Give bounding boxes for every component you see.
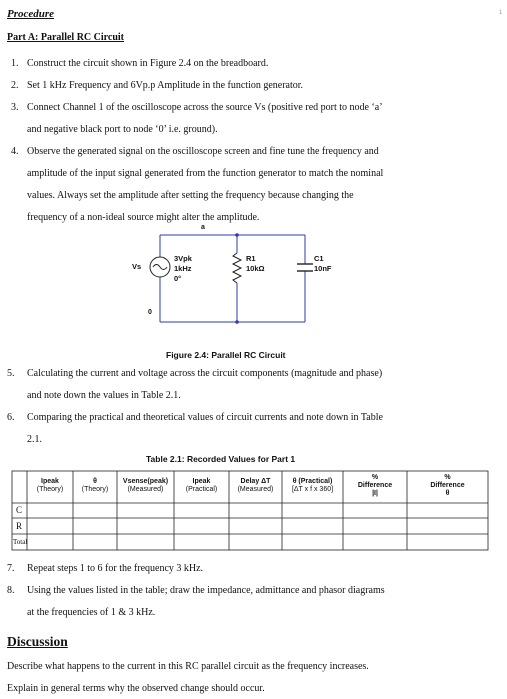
row-label-total: Total <box>13 538 28 546</box>
node-0-label: 0 <box>148 309 152 316</box>
capacitor-value: 10nF <box>314 264 332 273</box>
header-percent-diff-magnitude: % Difference |I| <box>357 474 393 497</box>
source-label: Vs <box>132 262 142 271</box>
header-vsense-measured: Vsense(peak) (Measured) <box>122 478 169 493</box>
header-delay-measured: Delay ΔT (Measured) <box>237 478 274 493</box>
header-percent-diff-phase: % Difference θ <box>430 474 465 497</box>
source-phase: 0° <box>174 274 182 283</box>
figure-caption: Figure 2.4: Parallel RC Circuit <box>166 350 286 360</box>
step-1-number: 1. <box>11 58 19 69</box>
header-ipeak-practical: Ipeak (Practical) <box>185 478 218 493</box>
discussion-line-2: Explain in general terms why the observed change should occur. <box>7 683 265 694</box>
step-3-line-2: and negative black port to node ‘0’ i.e. ground). <box>27 124 218 135</box>
step-7-number: 7. <box>7 563 15 574</box>
step-6-number: 6. <box>7 412 15 423</box>
margin-mark: 1 <box>499 10 503 16</box>
step-2-number: 2. <box>11 80 19 91</box>
step-1-text: Construct the circuit shown in Figure 2.4 on the breadboard. <box>27 58 269 69</box>
step-4-line-4: frequency of a non-ideal source might alter the amplitude. <box>27 212 260 223</box>
row-label-r: R <box>16 521 23 531</box>
step-8-line-1: Using the values listed in the table; draw the impedance, admittance and phasor diagrams <box>27 585 385 596</box>
step-8-number: 8. <box>7 585 15 596</box>
step-4-number: 4. <box>11 146 19 157</box>
step-2-text: Set 1 kHz Frequency and 6Vp.p Amplitude in the function generator. <box>27 80 304 91</box>
discussion-line-1: Describe what happens to the current in this RC parallel circuit as the frequency increases. <box>7 661 369 672</box>
capacitor-name: C1 <box>314 254 324 263</box>
table-caption: Table 2.1: Recorded Values for Part 1 <box>146 454 296 464</box>
row-label-c: C <box>16 505 23 515</box>
step-6-line-2: 2.1. <box>27 434 42 445</box>
source-frequency: 1kHz <box>174 264 192 273</box>
discussion-heading: Discussion <box>7 634 68 649</box>
header-theta-theory: θ (Theory) <box>81 478 109 493</box>
step-6-line-1: Comparing the practical and theoretical values of circuit currents and note down in Table <box>27 412 383 423</box>
step-8-line-2: at the frequencies of 1 & 3 kHz. <box>27 607 156 618</box>
resistor-name: R1 <box>246 254 256 263</box>
step-4-line-2: amplitude of the input signal generated from the function generator to match the nominal <box>27 168 384 179</box>
step-5-line-2: and note down the values in Table 2.1. <box>27 390 181 401</box>
node-a-label: a <box>201 224 205 231</box>
resistor-value: 10kΩ <box>246 264 265 273</box>
part-a-heading: Part A: Parallel RC Circuit <box>7 32 125 43</box>
header-ipeak-theory: Ipeak (Theory) <box>36 478 64 493</box>
step-5-number: 5. <box>7 368 15 379</box>
source-amplitude: 3Vpk <box>174 254 192 263</box>
header-theta-practical: θ (Practical) [ΔT x f x 360] <box>291 478 334 493</box>
step-3-number: 3. <box>11 102 19 113</box>
step-3-line-1: Connect Channel 1 of the oscilloscope across the source Vs (positive red port to node ‘a’ <box>27 102 383 113</box>
step-4-line-1: Observe the generated signal on the oscilloscope screen and fine tune the frequency and <box>27 146 379 157</box>
step-5-line-1: Calculating the current and voltage across the circuit components (magnitude and phase) <box>27 368 383 379</box>
step-7-text: Repeat steps 1 to 6 for the frequency 3 kHz. <box>27 563 204 574</box>
procedure-heading: Procedure <box>7 8 55 20</box>
step-4-line-3: values. Always set the amplitude after setting the frequency because changing the <box>27 190 354 201</box>
